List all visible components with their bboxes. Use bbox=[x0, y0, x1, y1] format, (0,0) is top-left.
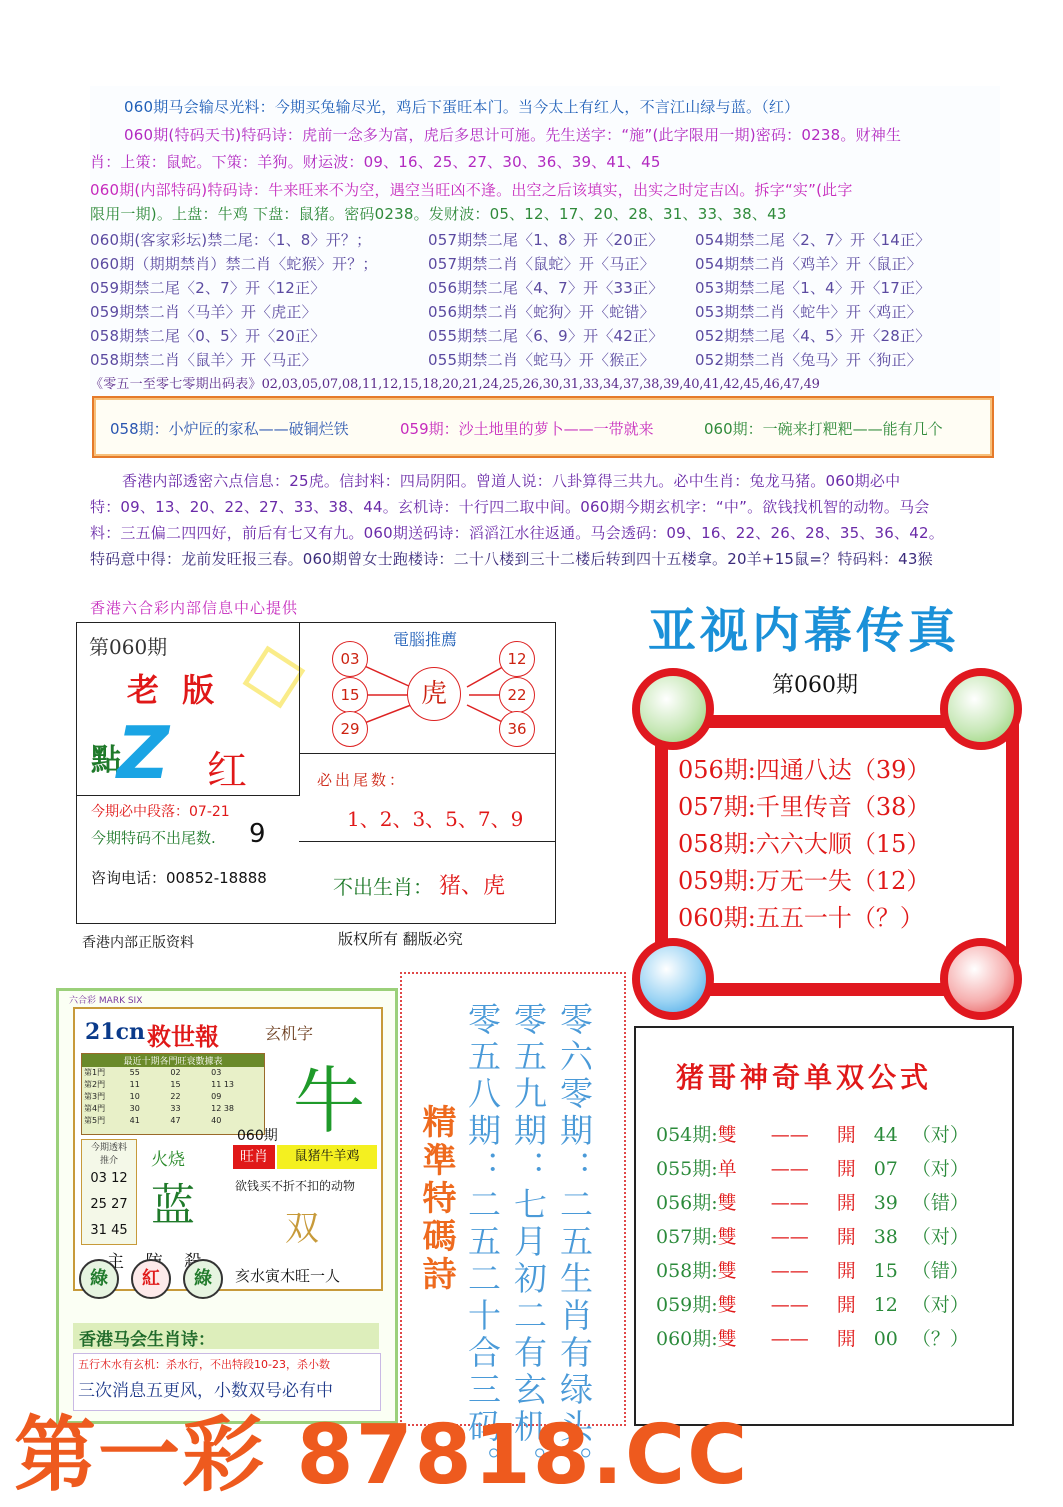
animal-hint: 欲钱买不折不扣的动物 bbox=[235, 1179, 356, 1193]
odd-even-title: 猪哥神奇单双公式 bbox=[676, 1061, 933, 1094]
computer-number: 15 bbox=[332, 677, 368, 713]
guard-color: 綠 bbox=[183, 1259, 223, 1299]
history-cell: 056期禁二肖〈蛇狗〉开〈蛇错〉 bbox=[428, 303, 655, 321]
left-panel bbox=[76, 622, 556, 924]
computer-number: 12 bbox=[499, 641, 535, 677]
guard-label: 主 bbox=[107, 1252, 124, 1272]
footer-right-label: 版权所有 翻版必究 bbox=[338, 930, 463, 948]
poem-title: 香港马会生肖诗： bbox=[79, 1330, 215, 1350]
history-cell: 060期（期期禁肖）禁二肖〈蛇猴〉开？； bbox=[90, 255, 378, 273]
recommend-numbers bbox=[82, 1166, 136, 1244]
brand-cn: 六合彩 bbox=[69, 996, 97, 1006]
history-cell: 053期禁二肖〈蛇牛〉开〈鸡正〉 bbox=[695, 303, 922, 321]
door-row: 第1門 55 02 03 bbox=[84, 1068, 222, 1077]
phone-label: 咨询电话：00852-18888 bbox=[91, 869, 267, 887]
wang-label: 旺肖 bbox=[233, 1145, 275, 1169]
poem-column: 零五八期：二五二十合三码。 bbox=[463, 1002, 502, 1483]
recommend-number: 03 12 bbox=[90, 1171, 128, 1186]
header-line-1: 060期马会输尽光料：今期买兔输尽光，鸡后下蛋旺本门。当今太上有红人，不言江山绿与蓝。（红） bbox=[124, 98, 800, 116]
info-line-4: 特码意中得：龙前发旺报三春。060期曾女士跑楼诗：二十八楼到三十二楼后转到四十五楼拿。20羊+15鼠=？特码料：43猴 bbox=[90, 550, 933, 568]
logo-21cn: 21cn bbox=[85, 1019, 146, 1045]
must-tail-label: 必出尾数： bbox=[317, 771, 408, 789]
guard-color: 綠 bbox=[79, 1259, 119, 1299]
asia-fax-row: 058期:六六大顺（15） bbox=[678, 830, 931, 858]
history-cell: 060期(客家彩坛)禁二尾：〈1、8〉开？； bbox=[90, 231, 372, 249]
odd-even-row: 059期:雙 —— 開 12 （对） bbox=[656, 1294, 969, 1316]
poem-panel bbox=[400, 972, 626, 1483]
fire-label: 火烧 bbox=[151, 1150, 185, 1170]
computer-number: 29 bbox=[332, 711, 368, 747]
history-cell: 058期禁二尾〈0、5〉开〈20正〉 bbox=[90, 327, 326, 345]
no-zodiac-box bbox=[299, 841, 555, 923]
letter-z: Z bbox=[117, 711, 170, 795]
site-footer[interactable]: 第一彩 87818.CC bbox=[14, 1408, 750, 1503]
door-row: 第2門 11 15 11 13 bbox=[84, 1080, 235, 1089]
must-tail-box bbox=[299, 753, 555, 842]
history-cell: 059期禁二肖〈马羊〉开〈虎正〉 bbox=[90, 303, 317, 321]
segment-label: 今期必中段落：07-21 bbox=[91, 804, 230, 820]
door-row: 第3門 10 22 09 bbox=[84, 1092, 222, 1101]
info-line-1: 香港内部透密六点信息：25虎。信封料：四局阴阳。曾道人说：八卦算得三共九。必中生肖：兔龙马猪。060期必中 bbox=[122, 472, 901, 490]
must-tail-values: 1、2、3、5、7、9 bbox=[347, 807, 524, 831]
red-ball-icon bbox=[940, 938, 1022, 1020]
no-tail-value: 9 bbox=[249, 819, 266, 849]
xuanji-char: 牛 bbox=[293, 1059, 366, 1143]
recommend-sub: 推介 bbox=[99, 1156, 118, 1166]
computer-box bbox=[299, 623, 555, 754]
blue-ball-icon bbox=[632, 938, 714, 1020]
poem-line-1: 五行木水有玄机：杀水行，不出特段10-23，杀小数 bbox=[78, 1358, 330, 1371]
header-line-2: 060期(特码天书)特码诗：虎前一念多为富，虎后多思计可施。先生送字：“施”(此字限用一期)密码：0238。财神生 bbox=[124, 126, 902, 144]
riddle-058: 058期：小炉匠的家私——破铜烂铁 bbox=[110, 420, 349, 438]
poem-column: 零六零期：二五生肖有绿头。 bbox=[555, 1002, 594, 1483]
computer-number: 03 bbox=[332, 641, 368, 677]
footer-left-label: 香港内部正版资料 bbox=[82, 935, 194, 951]
header-line-5: 限用一期)。上盘：牛鸡 下盘：鼠猪。密码0238。发财波：05、12、17、20、28、31、33、38、43 bbox=[90, 205, 787, 223]
color-word: 红 bbox=[207, 748, 247, 794]
xuanji-label: 玄机字 bbox=[265, 1024, 314, 1043]
history-cell: 055期禁二尾〈6、9〉开〈42正〉 bbox=[428, 327, 664, 345]
door-row: 第4門 30 33 12 38 bbox=[84, 1104, 235, 1113]
history-cell: 053期禁二尾〈1、4〉开〈17正〉 bbox=[695, 279, 931, 297]
code-table-line bbox=[90, 373, 820, 392]
header-line-3: 肖：上策：鼠蛇。下策：羊狗。财运波：09、16、25、27、30、36、39、41、45 bbox=[90, 153, 661, 171]
history-cell: 052期禁二尾〈4、5〉开〈28正〉 bbox=[695, 327, 931, 345]
poem-title-bar bbox=[73, 1323, 379, 1349]
dot-label: 點 bbox=[91, 743, 121, 778]
odd-even-panel bbox=[634, 1026, 1014, 1426]
recommend-label: 今期透料 bbox=[90, 1143, 127, 1153]
asia-fax-title: 亚视内幕传真 bbox=[648, 603, 961, 659]
asia-fax-row: 057期:千里传音（38） bbox=[678, 793, 931, 821]
riddle-059: 059期：沙土地里的萝卜——一带就来 bbox=[400, 420, 654, 438]
odd-even-row: 057期:雙 —— 開 38 （对） bbox=[656, 1226, 969, 1248]
watermark: ◇ bbox=[230, 614, 315, 725]
history-cell: 058期禁二肖〈鼠羊〉开〈马正〉 bbox=[90, 351, 317, 369]
code-table-values: 02,03,05,07,08,11,12,15,18,20,21,24,25,26,30,31,33,34,37,38,39,40,41,42,45,46,47,49 bbox=[261, 377, 820, 392]
computer-number: 36 bbox=[499, 711, 535, 747]
edition-label: 老 版 bbox=[127, 671, 221, 709]
save-world-panel bbox=[56, 988, 398, 1424]
header-line-4: 060期(内部特码)特码诗：牛来旺来不为空，遇空当旺凶不逢。出空之后该填实，出实之时定吉凶。拆字“实”(此字 bbox=[90, 181, 853, 199]
recommend-box bbox=[81, 1139, 137, 1245]
green-ball-icon bbox=[940, 668, 1022, 750]
save-world-inner bbox=[73, 1007, 383, 1291]
issue-label: 第060期 bbox=[89, 635, 168, 659]
history-cell: 059期禁二尾〈2、7〉开〈12正〉 bbox=[90, 279, 326, 297]
door-table-rows bbox=[82, 1067, 264, 1127]
history-cell: 057期禁二尾〈1、8〉开〈20正〉 bbox=[428, 231, 664, 249]
asia-fax-row: 056期:四通八达（39） bbox=[678, 756, 931, 784]
odd-even-row: 055期:单 —— 開 07 （对） bbox=[656, 1158, 969, 1180]
asia-fax-row: 059期:万无一失（12） bbox=[678, 867, 931, 895]
history-cell: 056期禁二尾〈4、7〉开〈33正〉 bbox=[428, 279, 664, 297]
computer-title: 電腦推薦 bbox=[393, 630, 458, 649]
history-cell: 057期禁二肖〈鼠蛇〉开〈马正〉 bbox=[428, 255, 655, 273]
recommend-number: 31 45 bbox=[90, 1223, 128, 1238]
door-table bbox=[81, 1053, 265, 1135]
asia-fax-rows bbox=[678, 752, 930, 937]
poem-panel-title: 精準特碼詩 bbox=[416, 1104, 456, 1294]
info-line-3: 料：三五偏二四四好，前后有七又有九。060期送码诗：滔滔江水往返通。马会透码：09、16、22、26、28、35、36、42。 bbox=[90, 524, 944, 542]
provider-label: 香港六合彩内部信息中心提供 bbox=[90, 599, 299, 617]
history-cell: 055期禁二肖〈蛇马〉开〈猴正〉 bbox=[428, 351, 655, 369]
water-line: 亥水寅木旺一人 bbox=[235, 1267, 341, 1285]
edition-box bbox=[77, 623, 300, 796]
brand-en: MARK SIX bbox=[98, 996, 143, 1006]
info-line-2: 特：09、13、20、22、27、33、38、44。玄机诗：十行四二取中间。060期今期玄机字：“中”。欲钱找机智的动物。马会 bbox=[90, 498, 930, 516]
poem-column: 零五九期：七月初二有玄机。 bbox=[509, 1002, 548, 1483]
door-row: 第5門 41 47 40 bbox=[84, 1116, 222, 1125]
odd-even-row: 054期:雙 —— 開 44 （对） bbox=[656, 1124, 969, 1146]
computer-center: 虎 bbox=[407, 667, 461, 721]
odd-even-row: 060期:雙 —— 開 00 （？） bbox=[656, 1328, 969, 1350]
fire-char: 蓝 bbox=[151, 1180, 195, 1231]
no-zodiac-values: 猪、虎 bbox=[439, 874, 506, 899]
no-tail-label: 今期特码不出尾数. bbox=[91, 829, 216, 847]
wang-values: 鼠猪牛羊鸡 bbox=[277, 1145, 377, 1169]
asia-fax-row: 060期:五五一十（？） bbox=[678, 904, 924, 932]
odd-even-row: 056期:雙 —— 開 39 （错） bbox=[656, 1192, 969, 1214]
issue-060: 060期 bbox=[237, 1128, 278, 1144]
poem-line-2: 三次消息五更风，小数双号必有中 bbox=[78, 1381, 333, 1401]
green-ball-icon bbox=[632, 668, 714, 750]
history-cell: 054期禁二肖〈鸡羊〉开〈鼠正〉 bbox=[695, 255, 922, 273]
riddle-box bbox=[92, 396, 994, 458]
save-world-title: 救世報 bbox=[147, 1023, 219, 1051]
code-table-label: 《零五一至零七零期出码表》 bbox=[90, 377, 262, 392]
computer-number: 22 bbox=[499, 677, 535, 713]
odd-even-row: 058期:雙 —— 開 15 （错） bbox=[656, 1260, 969, 1282]
markseix-border-top bbox=[69, 993, 385, 1006]
door-table-title: 最近十期各門旺衰數據表 bbox=[82, 1054, 264, 1067]
no-zodiac-label: 不出生肖： bbox=[333, 875, 433, 899]
history-cell: 054期禁二尾〈2、7〉开〈14正〉 bbox=[695, 231, 931, 249]
riddle-060: 060期：一碗来打粑粑——能有几个 bbox=[704, 420, 943, 438]
odd-even-rows bbox=[656, 1118, 969, 1356]
guard-color: 紅 bbox=[131, 1259, 171, 1299]
recommend-number: 25 27 bbox=[90, 1197, 128, 1212]
asia-fax-issue: 第060期 bbox=[772, 673, 858, 698]
double-char: 双 bbox=[285, 1209, 319, 1249]
history-cell: 052期禁二肖〈兔马〉开〈狗正〉 bbox=[695, 351, 922, 369]
